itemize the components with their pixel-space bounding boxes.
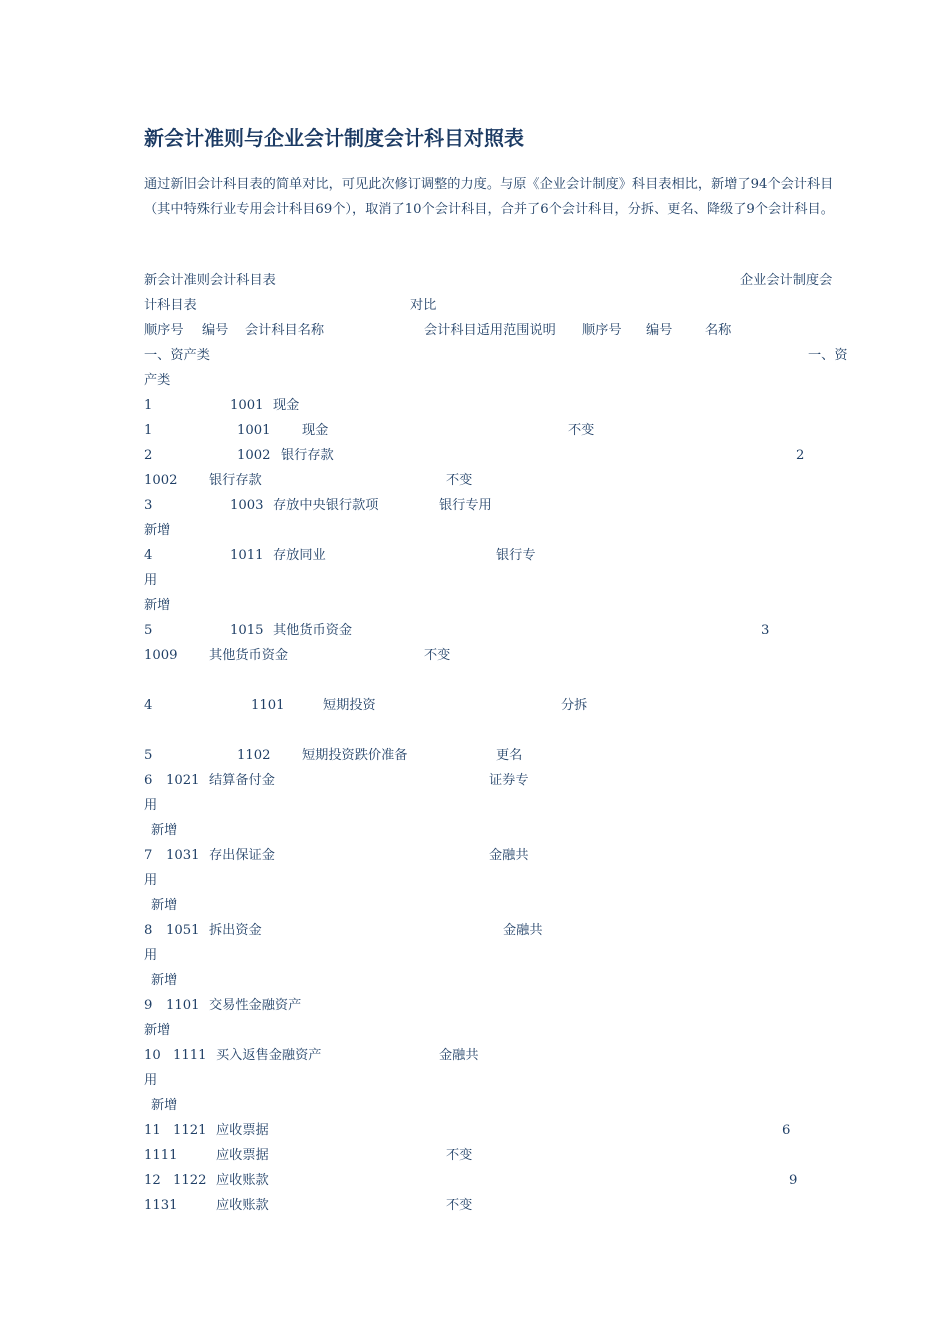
line-segment: 名称 [705,323,732,338]
line-segment: 1001 [230,398,264,413]
line-segment: 证券专 [489,773,529,788]
line-segment: 对比 [410,298,437,313]
line-segment: 新增 [151,823,178,838]
text-line [0,343,950,368]
line-segment: 1002 [237,448,271,463]
text-line [0,568,950,593]
line-segment: 1015 [230,623,264,638]
line-segment: 不变 [424,648,451,663]
text-line [0,618,950,643]
text-line [0,518,950,543]
line-segment: 一、资产类 [144,348,210,363]
line-segment: 不变 [568,423,595,438]
line-segment: 2 [144,448,153,463]
text-line [0,918,950,943]
line-segment: 1111 [173,1048,207,1063]
line-segment: 1101 [166,998,200,1013]
line-segment: 1009 [144,648,178,663]
text-line [0,768,950,793]
line-segment: 4 [144,698,153,713]
text-line [0,1018,950,1043]
line-segment: 11 [144,1123,161,1138]
text-line [0,368,950,393]
text-line [0,868,950,893]
text-line [0,543,950,568]
line-segment: 10 [144,1048,161,1063]
text-line [0,1068,950,1093]
line-segment: 分拆 [561,698,588,713]
line-segment: 6 [782,1123,791,1138]
line-segment: 会计科目名称 [245,323,325,338]
line-segment: 存出保证金 [209,848,275,863]
line-segment: 金融共 [503,923,543,938]
text-line [0,968,950,993]
line-segment: 1051 [166,923,200,938]
line-segment: 新增 [144,523,171,538]
line-segment: 新增 [144,1023,171,1038]
line-segment: 5 [144,748,153,763]
line-segment: 12 [144,1173,161,1188]
line-segment: 不变 [446,473,473,488]
line-segment: 6 [144,773,153,788]
line-segment: 7 [144,848,153,863]
line-segment: 短期投资跌价准备 [302,748,408,763]
line-segment: 银行专用 [439,498,492,513]
line-segment: 1111 [144,1148,178,1163]
line-segment: 结算备付金 [209,773,275,788]
line-segment: 会计科目适用范围说明 [424,323,556,338]
line-segment: 4 [144,548,153,563]
line-segment: 5 [144,623,153,638]
line-segment: 交易性金融资产 [209,998,302,1013]
line-segment: 用 [144,873,158,888]
line-segment: 3 [144,498,153,513]
line-segment: 1002 [144,473,178,488]
text-line [0,493,950,518]
line-segment: 1122 [173,1173,207,1188]
text-line [0,818,950,843]
line-segment: 新会计准则会计科目表 [144,273,276,288]
line-segment: 1011 [230,548,264,563]
text-line [0,318,950,343]
line-segment: 用 [144,1073,158,1088]
text-line [0,693,950,718]
line-segment: 用 [144,573,158,588]
line-segment: 9 [144,998,153,1013]
line-segment: 更名 [496,748,523,763]
line-segment: 1102 [237,748,271,763]
line-segment: 一、资 [808,348,848,363]
text-line [0,1118,950,1143]
line-segment: 用 [144,798,158,813]
line-segment: 企业会计制度会 [740,273,833,288]
line-segment: 短期投资 [323,698,376,713]
line-segment: 3 [761,623,770,638]
line-segment: 银行专 [496,548,536,563]
text-line [0,668,950,693]
line-segment: 1001 [237,423,271,438]
line-segment: 现金 [273,398,300,413]
text-line [0,893,950,918]
line-segment: 新增 [151,898,178,913]
text-line [0,1043,950,1068]
line-segment: 应收票据 [216,1123,269,1138]
line-segment: 金融共 [489,848,529,863]
line-segment: 新增 [151,973,178,988]
line-segment: 不变 [446,1148,473,1163]
line-segment: 用 [144,948,158,963]
line-segment: 应收票据 [216,1148,269,1163]
text-line [0,643,950,668]
line-segment: 产类 [144,373,171,388]
line-segment: 应收账款 [216,1173,269,1188]
line-segment: 金融共 [439,1048,479,1063]
line-segment: 银行存款 [209,473,262,488]
line-segment: 其他货币资金 [273,623,353,638]
line-segment: 新增 [151,1098,178,1113]
text-line [0,418,950,443]
line-segment: 编号 [202,323,229,338]
text-line [0,743,950,768]
line-segment: 编号 [646,323,673,338]
line-segment: 1 [144,398,153,413]
line-segment: 存放中央银行款项 [273,498,379,513]
line-segment: 顺序号 [582,323,622,338]
intro-paragraph: 通过新旧会计科目表的简单对比，可见此次修订调整的力度。与原《企业会计制度》科目表相比，新增了94个会计科目（其中特殊行业专用会计科目69个），取消了10个会计科目，合并了6个会计科目，分拆、更名、降级了9个会计科目。 [144,177,834,217]
line-segment: 1021 [166,773,200,788]
line-segment: 拆出资金 [209,923,262,938]
text-line [0,843,950,868]
line-segment: 1121 [173,1123,207,1138]
line-segment: 其他货币资金 [209,648,289,663]
text-line [0,718,950,743]
line-segment: 顺序号 [144,323,184,338]
text-line [0,993,950,1018]
line-segment: 1003 [230,498,264,513]
line-segment: 银行存款 [281,448,334,463]
line-segment: 现金 [302,423,329,438]
line-segment: 买入返售金融资产 [216,1048,322,1063]
text-line [0,468,950,493]
text-line [0,1093,950,1118]
text-line [0,593,950,618]
text-line [0,293,950,318]
text-line [0,943,950,968]
page-title: 新会计准则与企业会计制度会计科目对照表 [144,126,524,150]
line-segment: 1101 [251,698,285,713]
text-line [0,793,950,818]
line-segment: 1 [144,423,153,438]
line-segment: 新增 [144,598,171,613]
line-segment: 9 [789,1173,798,1188]
text-line [0,1193,950,1218]
line-segment: 1131 [144,1198,178,1213]
line-segment: 不变 [446,1198,473,1213]
text-line [0,268,950,293]
line-segment: 1031 [166,848,200,863]
text-line [0,443,950,468]
line-segment: 应收账款 [216,1198,269,1213]
text-line [0,393,950,418]
text-line [0,1143,950,1168]
line-segment: 计科目表 [144,298,197,313]
text-line [0,1168,950,1193]
line-segment: 8 [144,923,153,938]
line-segment: 2 [796,448,805,463]
line-segment: 存放同业 [273,548,326,563]
